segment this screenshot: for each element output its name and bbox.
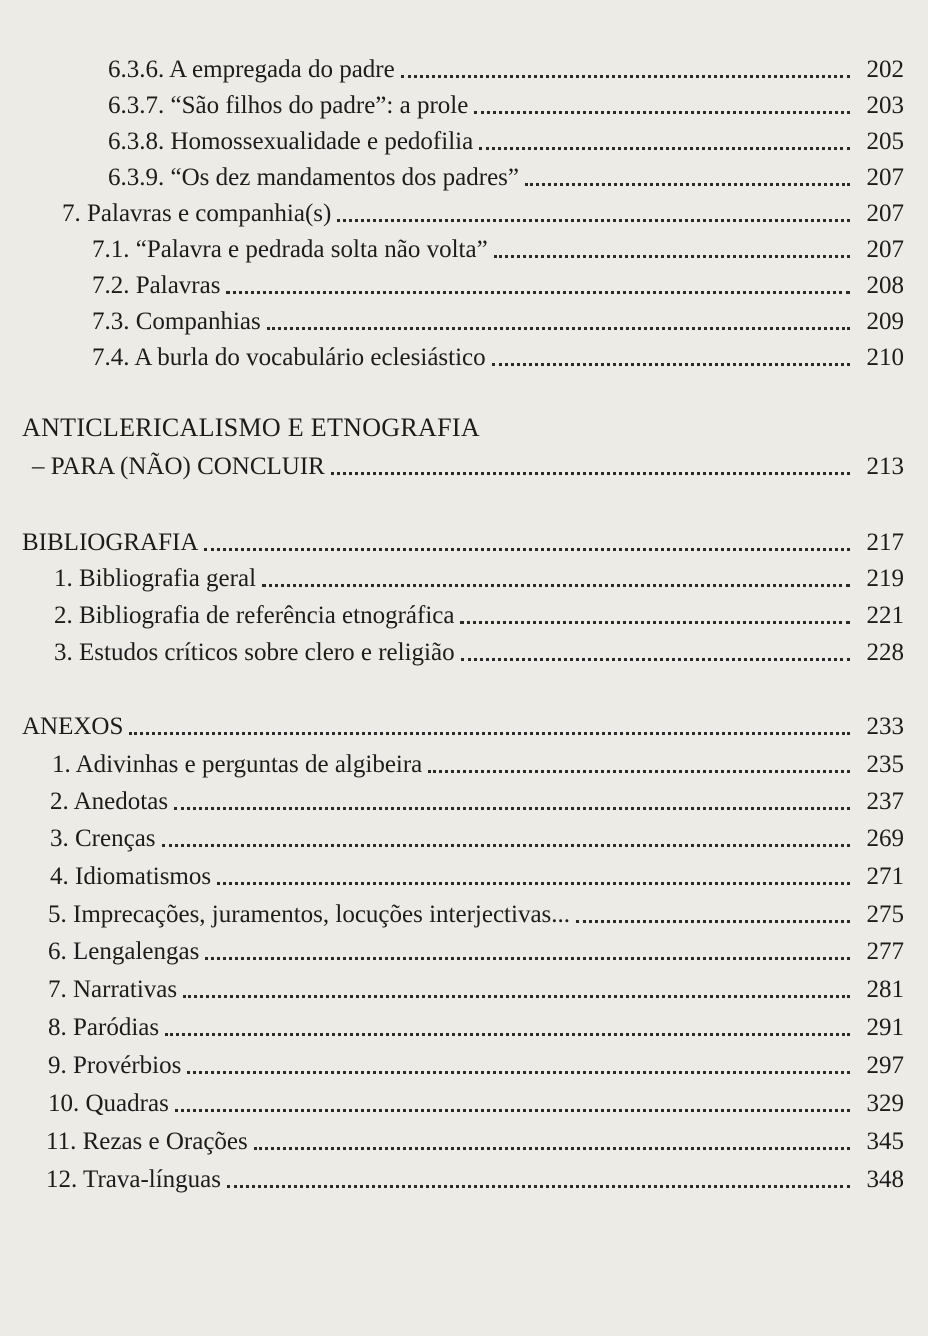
toc-entry-7-4 [92, 343, 904, 373]
dot-leader [175, 1109, 850, 1112]
dot-leader [525, 183, 850, 186]
toc-entry-label: 6.3.6. A empregada do padre [108, 56, 395, 83]
toc-entry-label: 6.3.9. “Os dez mandamentos dos padres” [108, 164, 519, 191]
toc-entry-page: 213 [866, 453, 904, 480]
toc-entry-page: 203 [866, 92, 904, 119]
toc-entry-page: 281 [866, 976, 904, 1003]
dot-leader [205, 957, 850, 960]
toc-entry-annex-7 [48, 975, 904, 1005]
toc-entry-page: 233 [866, 713, 904, 740]
toc-entry-page: 205 [866, 128, 904, 155]
toc-entry-bibliography [22, 528, 904, 558]
toc-entry-label: 1. Bibliografia geral [54, 565, 257, 592]
dot-leader [494, 255, 850, 258]
toc-entry-7-2 [92, 271, 904, 301]
toc-entry-annex-4 [50, 862, 904, 892]
toc-entry-page: 345 [866, 1128, 904, 1155]
dot-leader [174, 807, 850, 810]
toc-entry-6-3-8 [108, 127, 904, 157]
toc-entry-label: 7.1. “Palavra e pedrada solta não volta” [92, 236, 488, 263]
toc-entry-conclusion [32, 452, 904, 482]
dot-leader [460, 621, 850, 624]
toc-entry-page: 235 [866, 751, 904, 778]
dot-leader [331, 472, 850, 475]
toc-entry-7-1 [92, 235, 904, 265]
toc-entry-annex-12 [46, 1165, 904, 1195]
toc-entry-label: BIBLIOGRAFIA [22, 529, 199, 556]
toc-entry-label: 3. Crenças [50, 825, 156, 852]
toc-entry-label: 7. Palavras e companhia(s) [62, 200, 332, 227]
toc-entry-bibliography-2 [54, 601, 904, 631]
toc-entry-annex-6 [48, 937, 904, 967]
dot-leader [474, 111, 850, 114]
toc-entry-page: 329 [866, 1090, 904, 1117]
toc-entry-label: ANEXOS [22, 713, 124, 740]
toc-entry-page: 209 [866, 308, 904, 335]
dot-leader [165, 1033, 850, 1036]
toc-entry-page: 221 [866, 602, 904, 629]
toc-entry-label: 5. Imprecações, juramentos, locuções interjectivas... [48, 901, 571, 928]
toc-entry-annexes [22, 712, 904, 742]
toc-entry-label: 2. Bibliografia de referência etnográfica [54, 602, 455, 629]
toc-entry-chapter-7 [62, 199, 904, 229]
toc-entry-label: 1. Adivinhas e perguntas de algibeira [52, 751, 423, 778]
toc-entry-7-3 [92, 307, 904, 337]
toc-entry-page: 202 [866, 56, 904, 83]
dot-leader [461, 658, 850, 661]
toc-entry-bibliography-1 [54, 564, 904, 594]
toc-entry-page: 348 [866, 1166, 904, 1193]
toc-entry-page: 207 [866, 164, 904, 191]
toc-entry-annex-5 [48, 900, 904, 930]
toc-entry-annex-9 [48, 1051, 904, 1081]
dot-leader [162, 844, 850, 847]
toc-entry-annex-3 [50, 824, 904, 854]
toc-entry-page: 297 [866, 1052, 904, 1079]
toc-entry-label: 7.3. Companhias [92, 308, 261, 335]
dot-leader [129, 732, 850, 735]
toc-entry-page: 210 [866, 344, 904, 371]
toc-entry-page: 271 [866, 863, 904, 890]
toc-entry-label: 9. Provérbios [48, 1052, 182, 1079]
toc-entry-page: 219 [866, 565, 904, 592]
toc-entry-page: 291 [866, 1014, 904, 1041]
conclusion-heading: ANTICLERICALISMO E ETNOGRAFIA [22, 413, 480, 442]
dot-leader [479, 147, 850, 150]
toc-entry-page: 277 [866, 938, 904, 965]
dot-leader [226, 291, 850, 294]
toc-entry-annex-10 [48, 1089, 904, 1119]
toc-entry-label: 6. Lengalengas [48, 938, 200, 965]
toc-entry-label: 6.3.8. Homossexualidade e pedofilia [108, 128, 474, 155]
dot-leader [401, 75, 850, 78]
toc-entry-page: 228 [866, 639, 904, 666]
toc-entry-6-3-6 [108, 55, 904, 85]
dot-leader [183, 995, 850, 998]
toc-entry-label: 7.2. Palavras [92, 272, 221, 299]
dot-leader [217, 882, 850, 885]
dot-leader [254, 1147, 850, 1150]
toc-entry-label: 11. Rezas e Orações [46, 1128, 248, 1155]
toc-entry-annex-8 [48, 1013, 904, 1043]
toc-entry-label: 3. Estudos críticos sobre clero e religião [54, 639, 455, 666]
toc-entry-label: 6.3.7. “São filhos do padre”: a prole [108, 92, 469, 119]
dot-leader [267, 327, 850, 330]
toc-entry-6-3-9 [108, 163, 904, 193]
dot-leader [576, 920, 850, 923]
toc-entry-page: 237 [866, 788, 904, 815]
dot-leader [337, 219, 850, 222]
toc-entry-label: 10. Quadras [48, 1090, 169, 1117]
toc-entry-label: 2. Anedotas [50, 788, 169, 815]
toc-entry-label: 7. Narrativas [48, 976, 178, 1003]
dot-leader [262, 584, 850, 587]
toc-entry-annex-2 [50, 787, 904, 817]
toc-entry-page: 269 [866, 825, 904, 852]
toc-entry-label: 4. Idiomatismos [50, 863, 212, 890]
toc-entry-annex-1 [52, 750, 904, 780]
toc-entry-label: 12. Trava-línguas [46, 1166, 221, 1193]
toc-entry-annex-11 [46, 1127, 904, 1157]
toc-entry-label: 8. Paródias [48, 1014, 160, 1041]
toc-entry-bibliography-3 [54, 638, 904, 668]
toc-entry-page: 207 [866, 200, 904, 227]
dot-leader [187, 1071, 850, 1074]
dot-leader [204, 548, 850, 551]
dot-leader [428, 770, 850, 773]
dot-leader [492, 363, 850, 366]
toc-entry-page: 207 [866, 236, 904, 263]
toc-entry-page: 217 [866, 529, 904, 556]
toc-entry-page: 275 [866, 901, 904, 928]
toc-entry-page: 208 [866, 272, 904, 299]
toc-entry-6-3-7 [108, 91, 904, 121]
dot-leader [227, 1185, 850, 1188]
toc-entry-label: – PARA (NÃO) CONCLUIR [32, 453, 325, 480]
toc-entry-label: 7.4. A burla do vocabulário eclesiástico [92, 344, 486, 371]
